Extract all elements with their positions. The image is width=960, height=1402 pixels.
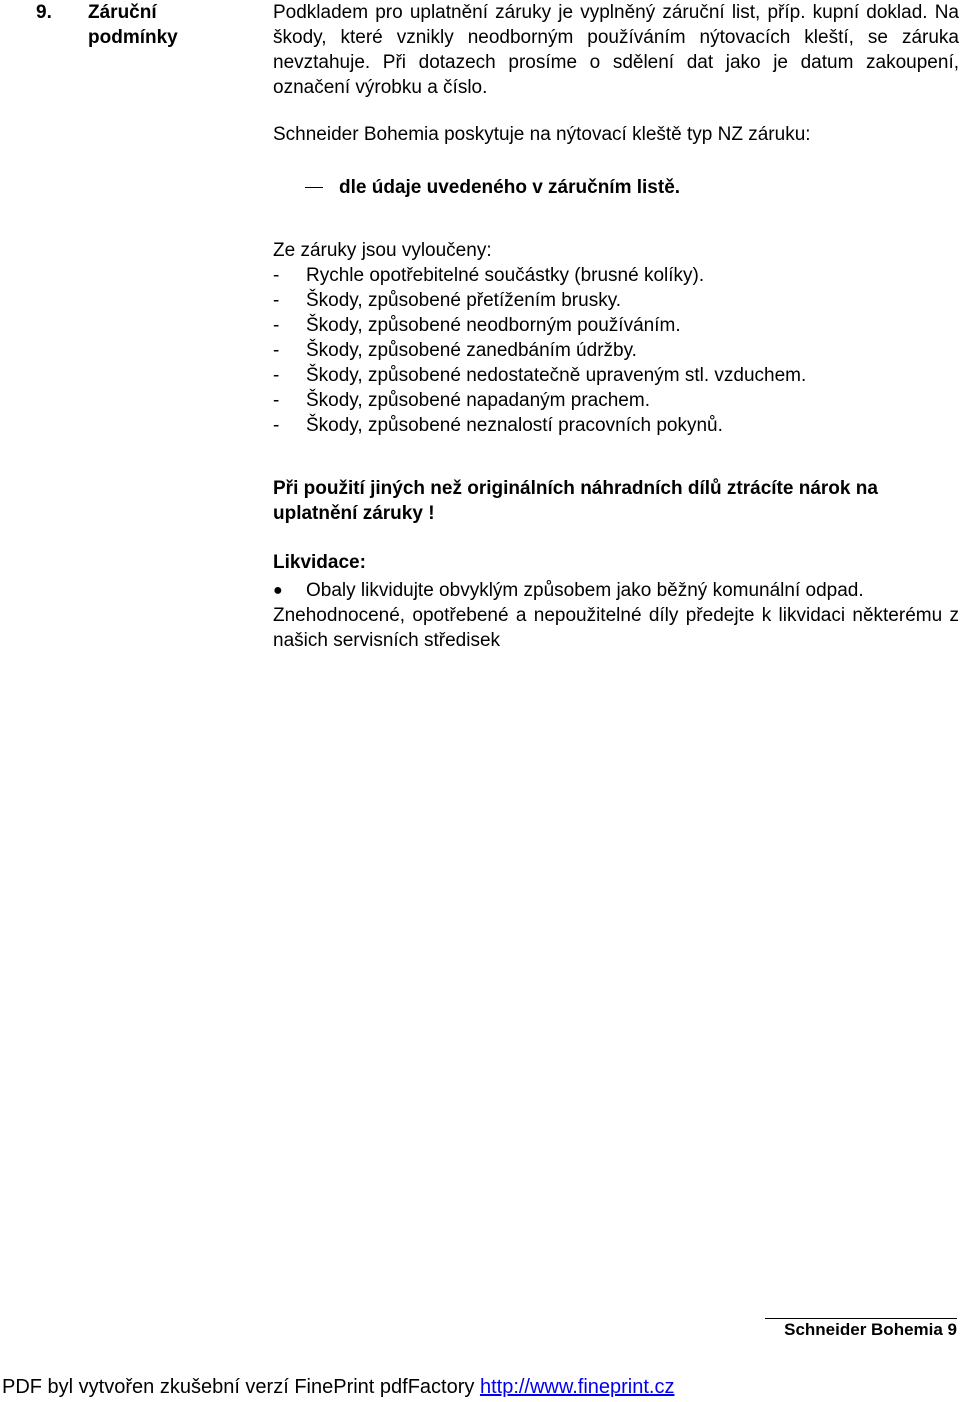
fineprint-link[interactable]: http://www.fineprint.cz <box>479 1376 675 1398</box>
list-item <box>273 338 959 363</box>
list-item <box>273 263 959 288</box>
disposal-item-text: Obaly likvidujte obvyklým způsobem jako běžný komunální odpad. <box>306 580 864 601</box>
dash-bullet: - <box>273 315 280 336</box>
list-item <box>273 388 959 413</box>
exclusion-text: Škody, způsobené neodborným používáním. <box>306 315 681 336</box>
dash-bullet: - <box>273 390 280 411</box>
list-item <box>273 363 959 388</box>
exclusions-list <box>273 263 959 438</box>
pdf-creator-note <box>2 1374 674 1400</box>
section-title-line2: podmínky <box>88 27 178 48</box>
warranty-term: dle údaje uvedeného v záručním listě. <box>339 177 681 198</box>
disposal-item <box>273 578 959 603</box>
exclusion-text: Rychle opotřebitelné součástky (brusné kolíky). <box>306 265 705 286</box>
original-parts-warning: Při použití jiných než originálních náhradních dílů ztrácíte nárok na uplatnění záruky ! <box>273 478 878 524</box>
dash-bullet: - <box>273 265 280 286</box>
dash-bullet: - <box>273 290 280 311</box>
section-number: 9. <box>36 2 52 23</box>
disposal-note: Znehodnocené, opotřebené a nepoužitelné díly předejte k likvidaci některému z našich servisních středisek <box>273 605 959 651</box>
dash-bullet: - <box>273 365 280 386</box>
list-item <box>273 413 959 438</box>
warranty-term-item <box>305 175 959 200</box>
warranty-statement: Schneider Bohemia poskytuje na nýtovací kleště typ NZ záruku: <box>273 124 811 145</box>
list-item <box>273 313 959 338</box>
intro-paragraph: Podkladem pro uplatnění záruky je vyplněný záruční list, příp. kupní doklad. Na škody, které vznikly neodborným používáním nýtovacích kleští, se záruka nevztahuje. Při dotazech prosíme o sdělení dat jako je datum zakoupení, označení výrobku a číslo. <box>273 2 959 98</box>
dash-bullet: - <box>273 415 280 436</box>
section-content <box>273 0 959 653</box>
exclusion-text: Škody, způsobené přetížením brusky. <box>306 290 622 311</box>
exclusions-title: Ze záruky jsou vyloučeny: <box>273 240 492 261</box>
footer-brand-page: Schneider Bohemia 9 <box>765 1318 957 1341</box>
dash-icon <box>305 187 323 188</box>
list-item <box>273 288 959 313</box>
section-title <box>88 0 228 50</box>
exclusion-text: Škody, způsobené napadaným prachem. <box>306 390 650 411</box>
exclusion-text: Škody, způsobené nedostatečně upraveným stl. vzduchem. <box>306 365 807 386</box>
disposal-title: Likvidace: <box>273 552 366 573</box>
pdf-note-text: PDF byl vytvořen zkušební verzí FinePrint pdfFactory <box>2 1376 480 1398</box>
exclusion-text: Škody, způsobené neznalostí pracovních pokynů. <box>306 415 723 436</box>
exclusion-text: Škody, způsobené zanedbáním údržby. <box>306 340 637 361</box>
section-title-line1: Záruční <box>88 2 157 23</box>
bullet-dot-icon: ● <box>273 582 283 599</box>
dash-bullet: - <box>273 340 280 361</box>
